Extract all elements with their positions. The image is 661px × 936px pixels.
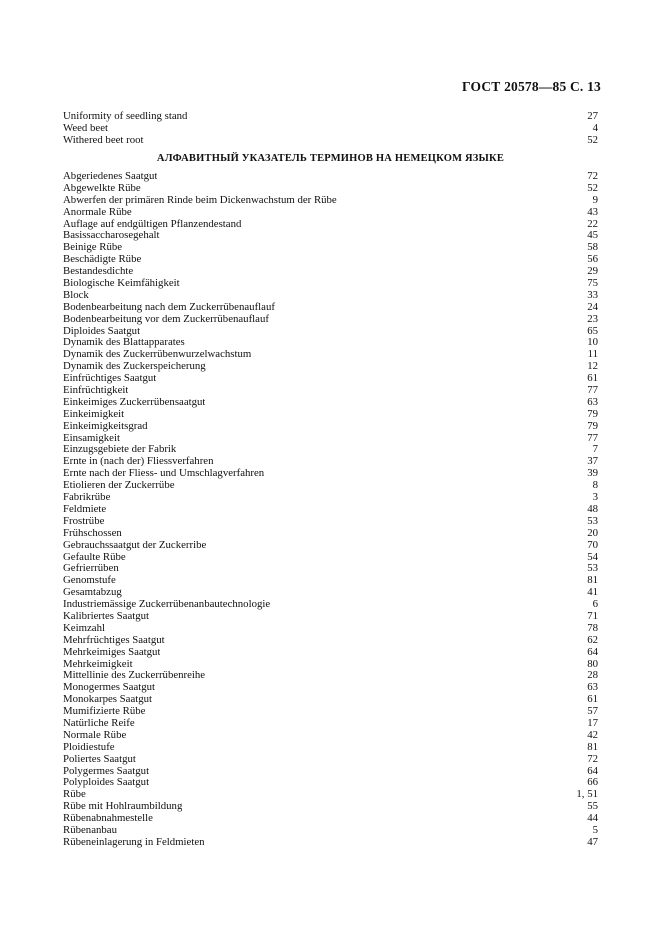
index-term: Kalibriertes Saatgut	[63, 610, 150, 622]
index-term: Uniformity of seedling stand	[63, 111, 188, 122]
index-entry	[63, 385, 598, 397]
index-term: Mehrkeimiges Saatgut	[63, 646, 161, 658]
index-entry	[63, 777, 598, 789]
index-term: Mittellinie des Zuckerrübenreihe	[63, 670, 206, 682]
index-term: Bodenbearbeitung vor dem Zuckerrübenauflauf	[63, 313, 269, 325]
index-term: Dynamik des Blattapparates	[63, 337, 185, 349]
index-term: Gefaulte Rübe	[63, 551, 126, 563]
index-term: Etiolieren der Zuckerrübe	[63, 480, 175, 492]
index-page-number: 63	[587, 395, 598, 408]
index-page-number: 33	[587, 288, 598, 301]
index-term: Einkeimigkeitsgrad	[63, 420, 148, 432]
index-entry	[63, 361, 598, 373]
index-term: Diploides Saatgut	[63, 325, 141, 337]
index-page-number: 37	[587, 455, 598, 468]
index-entry	[63, 742, 598, 754]
index-entry	[63, 421, 598, 433]
index-page-number: 12	[587, 360, 598, 373]
index-page-number: 1, 51	[576, 788, 598, 801]
index-entry	[63, 516, 598, 528]
index-term: Abgewelkte Rübe	[63, 182, 141, 194]
index-entry	[63, 254, 598, 266]
index-page-number: 65	[587, 324, 598, 337]
index-entry	[63, 314, 598, 326]
index-page-number: 64	[587, 764, 598, 777]
index-page-number: 81	[587, 574, 598, 587]
index-term: Feldmiete	[63, 503, 107, 515]
index-term: Poliertes Saatgut	[63, 753, 136, 765]
index-page-number: 27	[587, 110, 598, 122]
index-page-number: 23	[587, 312, 598, 325]
index-entry	[63, 492, 598, 504]
index-entry	[63, 373, 598, 385]
index-page-number: 45	[587, 229, 598, 242]
section-title: АЛФАВИТНЫЙ УКАЗАТЕЛЬ ТЕРМИНОВ НА НЕМЕЦКОМ ЯЗЫКЕ	[156, 153, 505, 164]
index-page-number: 7	[592, 443, 598, 456]
index-page-number: 64	[587, 645, 598, 658]
index-page-number: 78	[587, 621, 598, 634]
index-entry	[63, 670, 598, 682]
index-entry	[63, 563, 598, 575]
index-term: Dynamik des Zuckerrübenwurzelwachstum	[63, 349, 252, 361]
index-term: Natürliche Reife	[63, 717, 135, 729]
index-page-number: 53	[587, 514, 598, 527]
index-term: Weed beet	[63, 122, 108, 134]
index-page-number: 52	[587, 181, 598, 194]
index-term: Einfrüchtigkeit	[63, 385, 129, 397]
index-page-number: 71	[587, 609, 598, 622]
index-entry	[63, 837, 598, 849]
index-term: Ernte nach der Fliess- und Umschlagverfahren	[63, 468, 265, 480]
index-page-number: 42	[587, 728, 598, 741]
index-term: Block	[63, 289, 89, 301]
index-term: Industriemässige Zuckerrübenanbautechnologie	[63, 599, 271, 611]
index-entry	[63, 326, 598, 338]
index-page-number: 61	[587, 372, 598, 385]
index-page-number: 44	[587, 812, 598, 825]
index-page-number: 28	[587, 669, 598, 682]
index-term: Biologische Keimfähigkeit	[63, 278, 180, 290]
index-term: Ernte in (nach der) Fliessverfahren	[63, 456, 214, 468]
index-entry	[63, 789, 598, 801]
index-entry	[63, 801, 598, 813]
index-term: Mehrfrüchtiges Saatgut	[63, 634, 165, 646]
index-term: Rübe	[63, 789, 86, 801]
index-page-number: 10	[587, 336, 598, 349]
index-page-number: 58	[587, 241, 598, 254]
index-term: Rübenanbau	[63, 824, 117, 836]
index-entry	[63, 302, 598, 314]
index-term: Dynamik des Zuckerspeicherung	[63, 361, 206, 373]
index-page-number: 77	[587, 384, 598, 397]
index-page-number: 55	[587, 800, 598, 813]
index-entry	[63, 195, 598, 207]
index-entry	[63, 754, 598, 766]
index-entry	[63, 694, 598, 706]
index-page-number: 48	[587, 502, 598, 515]
index-entry	[63, 171, 598, 183]
index-page-number: 63	[587, 681, 598, 694]
index-entry	[63, 266, 598, 278]
index-page-number: 79	[587, 419, 598, 432]
index-term: Frühschossen	[63, 527, 122, 539]
index-page-number: 57	[587, 705, 598, 718]
index-term: Gebrauchssaatgut der Zuckerribe	[63, 539, 207, 551]
index-term: Polygermes Saatgut	[63, 765, 150, 777]
index-term: Gefrierrüben	[63, 563, 119, 575]
index-page-number: 72	[587, 170, 598, 182]
index-entry	[63, 337, 598, 349]
index-page-number: 6	[592, 598, 598, 611]
index-entry	[63, 575, 598, 587]
index-entry	[63, 468, 598, 480]
index-term: Keimzahl	[63, 622, 105, 634]
index-term: Ploidiestufe	[63, 741, 115, 753]
index-page-number: 54	[587, 550, 598, 563]
index-page-number: 43	[587, 205, 598, 218]
index-entry	[63, 504, 598, 516]
index-page-number: 66	[587, 776, 598, 789]
index-entry	[63, 433, 598, 445]
index-term: Normale Rübe	[63, 729, 127, 741]
index-entry	[63, 230, 598, 242]
index-term: Beinige Rübe	[63, 242, 123, 254]
index-page-number: 79	[587, 407, 598, 420]
index-page-number: 29	[587, 265, 598, 278]
index-entry	[63, 242, 598, 254]
index-entry	[63, 647, 598, 659]
index-entry	[63, 528, 598, 540]
index-term: Auflage auf endgültigen Pflanzendestand	[63, 218, 242, 230]
index-entry	[63, 552, 598, 564]
index-page-number: 52	[587, 133, 598, 146]
index-page-number: 8	[592, 479, 598, 492]
index-entry	[63, 706, 598, 718]
index-term: Mumifizierte Rübe	[63, 706, 146, 718]
index-term: Abgeriedenes Saatgut	[63, 171, 158, 182]
index-page-number: 80	[587, 657, 598, 670]
page-header: ГОСТ 20578—85 С. 13	[462, 79, 601, 94]
index-entry	[63, 123, 598, 135]
index-term: Einkeimigkeit	[63, 408, 125, 420]
english-index-tail	[63, 111, 598, 147]
index-entry	[63, 659, 598, 671]
index-entry	[63, 587, 598, 599]
index-term: Gesamtabzug	[63, 587, 122, 599]
index-page-number: 70	[587, 538, 598, 551]
index-term: Anormale Rübe	[63, 206, 132, 218]
index-page-number: 56	[587, 253, 598, 266]
index-page-number: 81	[587, 740, 598, 753]
index-page-number: 53	[587, 562, 598, 575]
index-page-number: 17	[587, 716, 598, 729]
index-page-number: 39	[587, 467, 598, 480]
index-entry	[63, 290, 598, 302]
index-entry	[63, 730, 598, 742]
index-page-number: 41	[587, 586, 598, 599]
index-term: Polyploides Saatgut	[63, 777, 150, 789]
index-entry	[63, 623, 598, 635]
index-entry	[63, 278, 598, 290]
index-term: Einkeimiges Zuckerrübensaatgut	[63, 396, 206, 408]
index-page-number: 72	[587, 752, 598, 765]
index-entry	[63, 718, 598, 730]
index-entry	[63, 682, 598, 694]
index-page-number: 61	[587, 693, 598, 706]
index-entry	[63, 183, 598, 195]
index-entry	[63, 635, 598, 647]
index-term: Bodenbearbeitung nach dem Zuckerrübenauflauf	[63, 301, 275, 313]
index-entry	[63, 135, 598, 147]
index-page-number: 20	[587, 526, 598, 539]
index-term: Einfrüchtiges Saatgut	[63, 373, 157, 385]
index-term: Rübenabnahmestelle	[63, 813, 153, 825]
index-term: Fabrikrübe	[63, 492, 111, 504]
index-entry	[63, 111, 598, 123]
index-entry	[63, 219, 598, 231]
index-term: Einsamigkeit	[63, 432, 120, 444]
index-term: Rübe mit Hohlraumbildung	[63, 801, 183, 813]
index-term: Abwerfen der primären Rinde beim Dickenwachstum der Rübe	[63, 194, 337, 206]
index-entry	[63, 444, 598, 456]
index-page-number: 3	[592, 491, 598, 504]
index-term: Bestandesdichte	[63, 266, 134, 278]
index-term: Beschädigte Rübe	[63, 254, 142, 266]
index-entry	[63, 409, 598, 421]
index-term: Basissaccharosegehalt	[63, 230, 160, 242]
index-page-number: 9	[592, 193, 598, 206]
index-term: Monokarpes Saatgut	[63, 694, 153, 706]
index-entry	[63, 813, 598, 825]
index-entry	[63, 349, 598, 361]
index-entry	[63, 766, 598, 778]
index-page-number: 24	[587, 300, 598, 313]
index-entry	[63, 611, 598, 623]
index-term: Genomstufe	[63, 575, 116, 587]
german-index-list	[63, 171, 598, 849]
index-entry	[63, 599, 598, 611]
index-term: Rübeneinlagerung in Feldmieten	[63, 836, 205, 848]
index-term: Frostrübe	[63, 515, 105, 527]
index-term: Withered beet root	[63, 134, 144, 146]
index-entry	[63, 540, 598, 552]
index-entry	[63, 480, 598, 492]
index-term: Einzugsgebiete der Fabrik	[63, 444, 177, 456]
index-page-number: 77	[587, 431, 598, 444]
index-page-number: 62	[587, 633, 598, 646]
index-page-number: 75	[587, 277, 598, 290]
index-term: Mehrkeimigkeit	[63, 658, 133, 670]
index-page-number: 4	[592, 121, 598, 134]
index-entry	[63, 825, 598, 837]
index-page-number: 5	[592, 823, 598, 836]
index-page-number: 22	[587, 217, 598, 230]
index-entry	[63, 207, 598, 219]
index-entry	[63, 397, 598, 409]
index-entry	[63, 456, 598, 468]
index-term: Monogermes Saatgut	[63, 682, 156, 694]
index-page-number: 47	[587, 835, 598, 848]
index-page-number: 11	[587, 348, 598, 361]
